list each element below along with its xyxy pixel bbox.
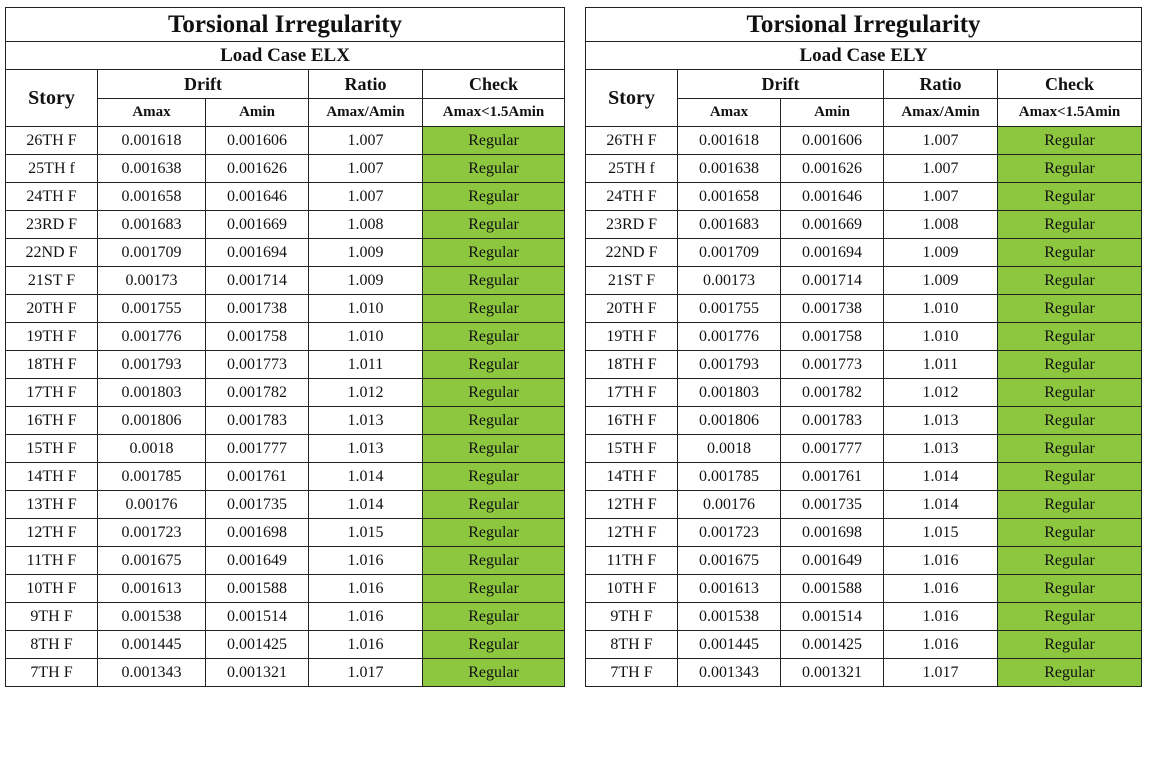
drift-header: Drift (98, 70, 309, 99)
story-header: Story (6, 70, 98, 127)
amax-cell: 0.001538 (98, 603, 206, 631)
amax-cell: 0.001755 (98, 295, 206, 323)
table-row (6, 603, 565, 631)
check-cell: Regular (423, 211, 565, 239)
story-cell: 17TH F (586, 379, 678, 407)
table-row (586, 603, 1142, 631)
table-row (586, 155, 1142, 183)
torsion-table-elx (5, 7, 565, 687)
ratio-cell: 1.009 (884, 239, 998, 267)
amax-header: Amax (678, 99, 781, 127)
amin-cell: 0.001588 (206, 575, 309, 603)
amax-cell: 0.001445 (678, 631, 781, 659)
ratio-header: Ratio (309, 70, 423, 99)
ratio-subheader: Amax/Amin (884, 99, 998, 127)
amax-cell: 0.00176 (678, 491, 781, 519)
ratio-cell: 1.011 (309, 351, 423, 379)
table-row (586, 491, 1142, 519)
story-cell: 15TH F (6, 435, 98, 463)
ratio-cell: 1.017 (884, 659, 998, 687)
amax-cell: 0.001776 (98, 323, 206, 351)
check-cell: Regular (998, 183, 1142, 211)
amin-cell: 0.001321 (206, 659, 309, 687)
table-row (6, 127, 565, 155)
table-row (586, 519, 1142, 547)
amin-cell: 0.001606 (781, 127, 884, 155)
amax-cell: 0.001723 (678, 519, 781, 547)
story-cell: 20TH F (6, 295, 98, 323)
amax-cell: 0.001806 (678, 407, 781, 435)
story-cell: 12TH F (586, 519, 678, 547)
story-cell: 13TH F (6, 491, 98, 519)
amax-cell: 0.00176 (98, 491, 206, 519)
amin-cell: 0.001649 (206, 547, 309, 575)
ratio-cell: 1.007 (884, 155, 998, 183)
check-subheader: Amax<1.5Amin (998, 99, 1142, 127)
table-row (6, 211, 565, 239)
check-cell: Regular (998, 547, 1142, 575)
ratio-cell: 1.016 (884, 603, 998, 631)
amin-cell: 0.001694 (781, 239, 884, 267)
check-cell: Regular (998, 211, 1142, 239)
ratio-cell: 1.012 (309, 379, 423, 407)
story-cell: 14TH F (6, 463, 98, 491)
amin-cell: 0.001698 (781, 519, 884, 547)
amax-cell: 0.001618 (678, 127, 781, 155)
amin-cell: 0.001698 (206, 519, 309, 547)
check-cell: Regular (998, 407, 1142, 435)
check-cell: Regular (423, 183, 565, 211)
check-cell: Regular (423, 575, 565, 603)
check-cell: Regular (998, 351, 1142, 379)
check-cell: Regular (998, 575, 1142, 603)
table-row (586, 631, 1142, 659)
ratio-cell: 1.010 (884, 323, 998, 351)
story-cell: 21ST F (6, 267, 98, 295)
amin-cell: 0.001714 (206, 267, 309, 295)
table-row (6, 183, 565, 211)
amin-cell: 0.001782 (781, 379, 884, 407)
amin-cell: 0.001514 (781, 603, 884, 631)
story-cell: 19TH F (586, 323, 678, 351)
check-cell: Regular (423, 463, 565, 491)
check-cell: Regular (423, 127, 565, 155)
story-cell: 24TH F (6, 183, 98, 211)
ratio-cell: 1.015 (309, 519, 423, 547)
ratio-cell: 1.007 (309, 155, 423, 183)
amin-header: Amin (781, 99, 884, 127)
story-cell: 21ST F (586, 267, 678, 295)
ratio-cell: 1.007 (884, 127, 998, 155)
amin-cell: 0.001738 (206, 295, 309, 323)
check-cell: Regular (423, 351, 565, 379)
amax-cell: 0.00173 (678, 267, 781, 295)
amax-cell: 0.001658 (678, 183, 781, 211)
amin-cell: 0.001646 (781, 183, 884, 211)
amin-cell: 0.001735 (781, 491, 884, 519)
amax-cell: 0.001755 (678, 295, 781, 323)
ratio-cell: 1.007 (884, 183, 998, 211)
table-row (6, 631, 565, 659)
table-body (586, 127, 1142, 687)
amin-header: Amin (206, 99, 309, 127)
amin-cell: 0.001649 (781, 547, 884, 575)
ratio-cell: 1.016 (884, 631, 998, 659)
table-row (6, 155, 565, 183)
ratio-cell: 1.007 (309, 183, 423, 211)
load-case-label: Load Case ELX (6, 42, 565, 70)
ratio-cell: 1.007 (309, 127, 423, 155)
story-cell: 17TH F (6, 379, 98, 407)
check-cell: Regular (423, 379, 565, 407)
ratio-cell: 1.010 (309, 295, 423, 323)
ratio-cell: 1.013 (309, 407, 423, 435)
check-cell: Regular (423, 407, 565, 435)
check-cell: Regular (998, 267, 1142, 295)
table-row (586, 547, 1142, 575)
table-row (6, 575, 565, 603)
check-cell: Regular (423, 267, 565, 295)
amax-cell: 0.001618 (98, 127, 206, 155)
amin-cell: 0.001783 (781, 407, 884, 435)
amin-cell: 0.001669 (781, 211, 884, 239)
story-header: Story (586, 70, 678, 127)
check-cell: Regular (998, 323, 1142, 351)
check-cell: Regular (423, 519, 565, 547)
story-cell: 10TH F (586, 575, 678, 603)
amax-cell: 0.0018 (678, 435, 781, 463)
amax-cell: 0.001613 (98, 575, 206, 603)
ratio-cell: 1.014 (884, 491, 998, 519)
table-row (586, 659, 1142, 687)
drift-header: Drift (678, 70, 884, 99)
amax-header: Amax (98, 99, 206, 127)
table-row (6, 407, 565, 435)
amax-cell: 0.001343 (678, 659, 781, 687)
ratio-cell: 1.009 (884, 267, 998, 295)
ratio-cell: 1.017 (309, 659, 423, 687)
check-cell: Regular (998, 435, 1142, 463)
table-row (586, 323, 1142, 351)
amin-cell: 0.001735 (206, 491, 309, 519)
amin-cell: 0.001773 (781, 351, 884, 379)
amin-cell: 0.001425 (781, 631, 884, 659)
table-row (6, 351, 565, 379)
amin-cell: 0.001321 (781, 659, 884, 687)
story-cell: 23RD F (6, 211, 98, 239)
check-cell: Regular (423, 323, 565, 351)
amax-cell: 0.001445 (98, 631, 206, 659)
amax-cell: 0.001683 (678, 211, 781, 239)
story-cell: 16TH F (586, 407, 678, 435)
ratio-cell: 1.008 (884, 211, 998, 239)
check-header: Check (998, 70, 1142, 99)
amin-cell: 0.001694 (206, 239, 309, 267)
ratio-cell: 1.012 (884, 379, 998, 407)
story-cell: 18TH F (6, 351, 98, 379)
ratio-cell: 1.016 (309, 631, 423, 659)
check-cell: Regular (423, 631, 565, 659)
table-row (586, 239, 1142, 267)
amax-cell: 0.001803 (678, 379, 781, 407)
story-cell: 8TH F (586, 631, 678, 659)
table-row (586, 127, 1142, 155)
ratio-cell: 1.016 (884, 575, 998, 603)
amin-cell: 0.001761 (206, 463, 309, 491)
amax-cell: 0.001776 (678, 323, 781, 351)
amax-cell: 0.001709 (678, 239, 781, 267)
check-cell: Regular (998, 631, 1142, 659)
table-title: Torsional Irregularity (6, 8, 565, 42)
table-row (586, 435, 1142, 463)
amin-cell: 0.001758 (206, 323, 309, 351)
check-cell: Regular (423, 155, 565, 183)
story-cell: 26TH F (586, 127, 678, 155)
amin-cell: 0.001588 (781, 575, 884, 603)
amax-cell: 0.001343 (98, 659, 206, 687)
ratio-cell: 1.008 (309, 211, 423, 239)
check-cell: Regular (998, 603, 1142, 631)
amax-cell: 0.001675 (98, 547, 206, 575)
amin-cell: 0.001738 (781, 295, 884, 323)
ratio-cell: 1.011 (884, 351, 998, 379)
table-row (586, 267, 1142, 295)
ratio-cell: 1.015 (884, 519, 998, 547)
story-cell: 11TH F (6, 547, 98, 575)
table-row (6, 659, 565, 687)
story-cell: 10TH F (6, 575, 98, 603)
amin-cell: 0.001606 (206, 127, 309, 155)
table-row (6, 519, 565, 547)
torsion-table-ely (585, 7, 1142, 687)
ratio-cell: 1.010 (884, 295, 998, 323)
story-cell: 9TH F (6, 603, 98, 631)
story-cell: 14TH F (586, 463, 678, 491)
check-cell: Regular (998, 463, 1142, 491)
load-case-label: Load Case ELY (586, 42, 1142, 70)
table-body (6, 127, 565, 687)
ratio-cell: 1.013 (309, 435, 423, 463)
amax-cell: 0.001675 (678, 547, 781, 575)
check-cell: Regular (423, 659, 565, 687)
story-cell: 7TH F (586, 659, 678, 687)
story-cell: 23RD F (586, 211, 678, 239)
story-cell: 20TH F (586, 295, 678, 323)
story-cell: 24TH F (586, 183, 678, 211)
amin-cell: 0.001773 (206, 351, 309, 379)
story-cell: 7TH F (6, 659, 98, 687)
ratio-cell: 1.016 (309, 547, 423, 575)
story-cell: 9TH F (586, 603, 678, 631)
amax-cell: 0.001709 (98, 239, 206, 267)
story-cell: 12TH F (586, 491, 678, 519)
table-row (6, 435, 565, 463)
story-cell: 22ND F (6, 239, 98, 267)
check-header: Check (423, 70, 565, 99)
story-cell: 18TH F (586, 351, 678, 379)
amax-cell: 0.001658 (98, 183, 206, 211)
check-subheader: Amax<1.5Amin (423, 99, 565, 127)
check-cell: Regular (998, 519, 1142, 547)
check-cell: Regular (423, 239, 565, 267)
table-row (6, 239, 565, 267)
check-cell: Regular (998, 491, 1142, 519)
table-row (586, 211, 1142, 239)
story-cell: 12TH F (6, 519, 98, 547)
ratio-cell: 1.016 (309, 603, 423, 631)
story-cell: 16TH F (6, 407, 98, 435)
amax-cell: 0.001638 (678, 155, 781, 183)
table-row (6, 463, 565, 491)
amax-cell: 0.001793 (678, 351, 781, 379)
story-cell: 26TH F (6, 127, 98, 155)
check-cell: Regular (998, 295, 1142, 323)
amin-cell: 0.001669 (206, 211, 309, 239)
check-cell: Regular (423, 547, 565, 575)
ratio-cell: 1.010 (309, 323, 423, 351)
table-row (586, 183, 1142, 211)
ratio-cell: 1.009 (309, 239, 423, 267)
story-cell: 11TH F (586, 547, 678, 575)
amin-cell: 0.001782 (206, 379, 309, 407)
check-cell: Regular (423, 603, 565, 631)
table-row (586, 295, 1142, 323)
table-row (586, 463, 1142, 491)
amin-cell: 0.001783 (206, 407, 309, 435)
ratio-cell: 1.013 (884, 435, 998, 463)
check-cell: Regular (998, 659, 1142, 687)
table-row (586, 575, 1142, 603)
ratio-cell: 1.009 (309, 267, 423, 295)
amax-cell: 0.001785 (98, 463, 206, 491)
story-cell: 25TH f (586, 155, 678, 183)
amax-cell: 0.00173 (98, 267, 206, 295)
amin-cell: 0.001777 (206, 435, 309, 463)
ratio-cell: 1.016 (884, 547, 998, 575)
table-row (6, 547, 565, 575)
ratio-cell: 1.013 (884, 407, 998, 435)
amin-cell: 0.001626 (781, 155, 884, 183)
table-row (6, 323, 565, 351)
story-cell: 15TH F (586, 435, 678, 463)
amax-cell: 0.001723 (98, 519, 206, 547)
table-row (6, 491, 565, 519)
ratio-cell: 1.014 (309, 491, 423, 519)
story-cell: 25TH f (6, 155, 98, 183)
amax-cell: 0.001683 (98, 211, 206, 239)
amin-cell: 0.001758 (781, 323, 884, 351)
amax-cell: 0.001785 (678, 463, 781, 491)
table-row (586, 351, 1142, 379)
table-row (586, 407, 1142, 435)
amin-cell: 0.001425 (206, 631, 309, 659)
check-cell: Regular (423, 435, 565, 463)
amax-cell: 0.001803 (98, 379, 206, 407)
table-row (586, 379, 1142, 407)
story-cell: 8TH F (6, 631, 98, 659)
check-cell: Regular (423, 491, 565, 519)
ratio-subheader: Amax/Amin (309, 99, 423, 127)
table-row (6, 267, 565, 295)
amax-cell: 0.001806 (98, 407, 206, 435)
amax-cell: 0.0018 (98, 435, 206, 463)
check-cell: Regular (998, 155, 1142, 183)
table-row (6, 295, 565, 323)
check-cell: Regular (998, 239, 1142, 267)
amin-cell: 0.001626 (206, 155, 309, 183)
amin-cell: 0.001514 (206, 603, 309, 631)
amax-cell: 0.001538 (678, 603, 781, 631)
ratio-cell: 1.016 (309, 575, 423, 603)
check-cell: Regular (423, 295, 565, 323)
amin-cell: 0.001777 (781, 435, 884, 463)
amin-cell: 0.001714 (781, 267, 884, 295)
table-title: Torsional Irregularity (586, 8, 1142, 42)
ratio-cell: 1.014 (884, 463, 998, 491)
amin-cell: 0.001646 (206, 183, 309, 211)
check-cell: Regular (998, 127, 1142, 155)
table-row (6, 379, 565, 407)
amax-cell: 0.001793 (98, 351, 206, 379)
amax-cell: 0.001638 (98, 155, 206, 183)
check-cell: Regular (998, 379, 1142, 407)
ratio-header: Ratio (884, 70, 998, 99)
ratio-cell: 1.014 (309, 463, 423, 491)
story-cell: 22ND F (586, 239, 678, 267)
amin-cell: 0.001761 (781, 463, 884, 491)
amax-cell: 0.001613 (678, 575, 781, 603)
story-cell: 19TH F (6, 323, 98, 351)
